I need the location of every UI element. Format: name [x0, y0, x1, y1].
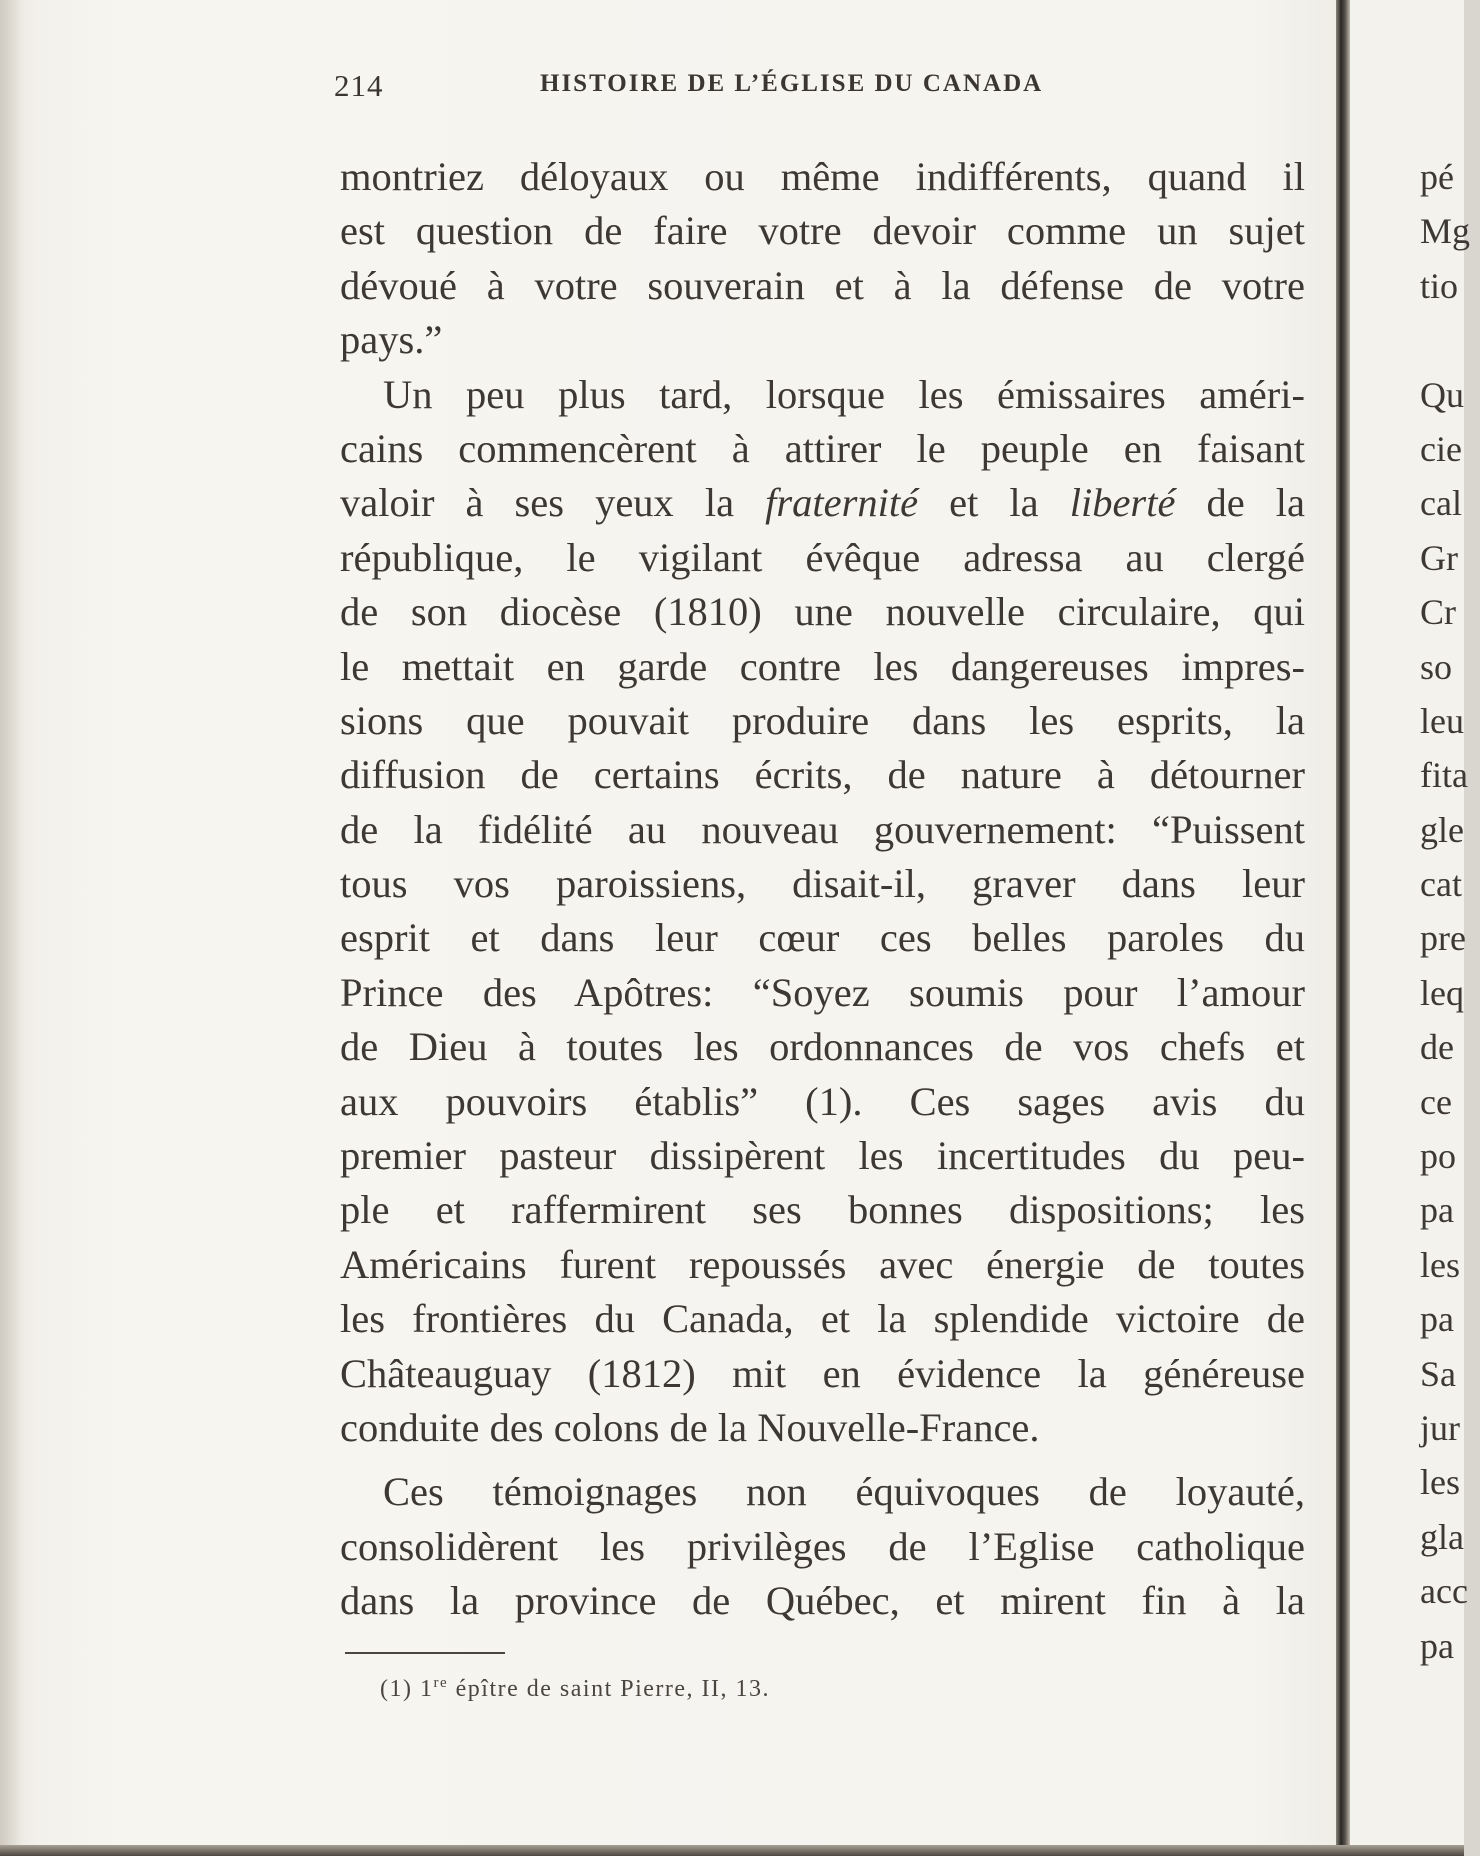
body-line: Ces témoignages non équivoques de loyauté, — [383, 1469, 1305, 1515]
body-text — [340, 150, 1305, 1629]
facing-page-fragment: les — [1420, 1462, 1460, 1503]
facing-page-fragment: Sa — [1420, 1353, 1456, 1394]
running-title: HISTOIRE DE L’ÉGLISE DU CANADA — [540, 70, 1044, 97]
body-line: conduite des colons de la Nouvelle-France. — [340, 1404, 1040, 1450]
facing-page-fragment: tio — [1420, 265, 1459, 306]
body-line: de son diocèse (1810) une nouvelle circulaire, qui — [340, 589, 1305, 635]
body-line: diffusion de certains écrits, de nature à détourner — [340, 752, 1305, 798]
facing-page-fragment: acc — [1420, 1571, 1468, 1612]
body-line: consolidèrent les privilèges de l’Eglise catholique — [340, 1523, 1305, 1569]
body-line-with-italics: valoir à ses yeux la fraternité et la liberté de la — [340, 480, 1305, 526]
facing-page-fragment: Cr — [1420, 592, 1456, 633]
body-line: ple et raffermirent ses bonnes dispositions; les — [340, 1187, 1305, 1233]
facing-page-fragment: pé — [1420, 157, 1454, 197]
facing-page-fragment: cal — [1420, 483, 1462, 524]
italic-word: fraternité — [765, 480, 919, 526]
facing-page-fragment: po — [1420, 1136, 1456, 1177]
facing-page-fragment: leq — [1420, 972, 1464, 1013]
page-bottom-edge — [0, 1845, 1464, 1856]
facing-page-fragment: Mg — [1420, 211, 1471, 252]
body-line: dans la province de Québec, et mirent fin à la — [340, 1578, 1305, 1624]
facing-page-fragment: pa — [1420, 1299, 1454, 1340]
facing-page-fragment: pa — [1420, 1190, 1454, 1231]
facing-page-fragment: gla — [1420, 1516, 1464, 1557]
facing-page-fragment: de — [1420, 1027, 1454, 1068]
italic-word: liberté — [1069, 480, 1176, 526]
body-line: le mettait en garde contre les dangereuses impres- — [340, 643, 1305, 689]
body-line: Châteauguay (1812) mit en évidence la généreuse — [340, 1350, 1305, 1396]
body-line: est question de faire votre devoir comme un sujet — [340, 208, 1305, 254]
body-line: tous vos paroissiens, disait-il, graver dans leur — [340, 861, 1305, 907]
body-line: cains commencèrent à attirer le peuple en faisant — [340, 425, 1305, 471]
facing-page-fragment: fita — [1420, 755, 1468, 796]
body-line: aux pouvoirs établis” (1). Ces sages avis du — [340, 1078, 1305, 1124]
body-line: les frontières du Canada, et la splendide victoire de — [340, 1296, 1305, 1342]
body-line: premier pasteur dissipèrent les incertitudes du peu- — [340, 1133, 1305, 1179]
facing-page-fragment: cie — [1420, 428, 1462, 469]
facing-page-fragment: cat — [1420, 864, 1462, 905]
body-line: de Dieu à toutes les ordonnances de vos chefs et — [340, 1024, 1305, 1070]
footnote: (1) 1re épître de saint Pierre, II, 13. — [380, 1675, 771, 1702]
body-line: république, le vigilant évêque adressa au clergé — [340, 534, 1305, 580]
body-line: sions que pouvait produire dans les esprits, la — [340, 697, 1305, 743]
facing-page-fragment: Gr — [1420, 537, 1458, 578]
body-line: montriez déloyaux ou même indifférents, quand il — [340, 154, 1305, 199]
body-line: Prince des Apôtres: “Soyez soumis pour l’amour — [340, 969, 1305, 1015]
facing-page — [1350, 0, 1471, 1845]
facing-page-text — [1420, 150, 1480, 1673]
body-line: Un peu plus tard, lorsque les émissaires améri- — [383, 371, 1305, 417]
body-line: esprit et dans leur cœur ces belles paroles du — [340, 915, 1305, 961]
facing-page-fragment: Qu — [1420, 374, 1464, 415]
body-line: pays.” — [340, 317, 443, 363]
facing-page-fragment: jur — [1420, 1407, 1460, 1448]
body-line: de la fidélité au nouveau gouvernement: “Puissent — [340, 806, 1305, 852]
footnote-rule — [345, 1652, 505, 1654]
body-line: Américains furent repoussés avec énergie de toutes — [340, 1241, 1305, 1287]
facing-page-fragment: leu — [1420, 700, 1464, 741]
book-gutter — [1336, 0, 1350, 1856]
facing-page-fragment: ce — [1420, 1081, 1452, 1122]
facing-page-fragment: gle — [1420, 809, 1464, 850]
facing-page-fragment: les — [1420, 1244, 1460, 1285]
page-number: 214 — [334, 68, 384, 103]
running-head — [334, 68, 1144, 108]
facing-page-fragment: pa — [1420, 1625, 1454, 1666]
facing-page-fragment: so — [1420, 646, 1453, 687]
body-line: dévoué à votre souverain et à la défense de votre — [340, 262, 1305, 308]
facing-page-fragment: pre — [1420, 918, 1466, 959]
facing-page-fragment — [1420, 313, 1480, 367]
